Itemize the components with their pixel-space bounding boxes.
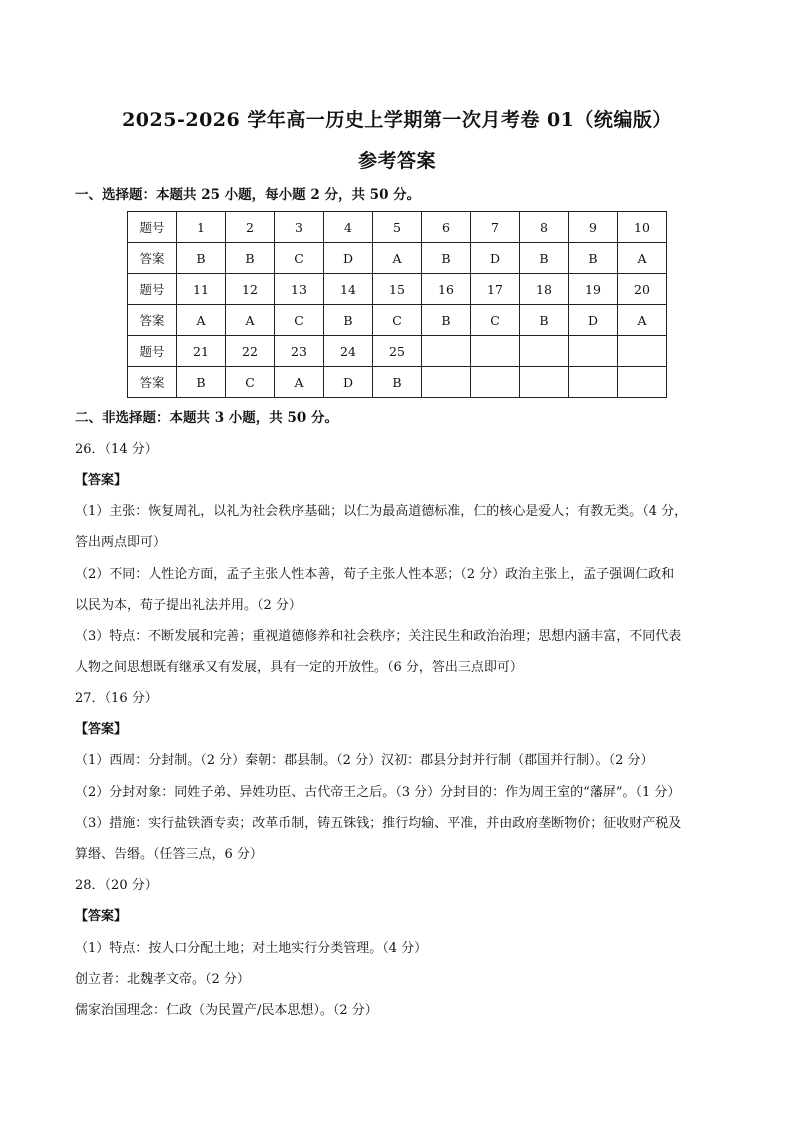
answer-table-cell: A (373, 243, 422, 274)
answer-table-cell (422, 336, 471, 367)
q26-part3-line2: 人物之间思想既有继承又有发展，具有一定的开放性。（6 分，答出三点即可） (75, 660, 523, 675)
answer-table-cell (569, 367, 618, 398)
answer-table-cell: 12 (226, 274, 275, 305)
answer-table-cell: 2 (226, 212, 275, 243)
answer-table-cell (569, 336, 618, 367)
q26-part2-line2: 以民为本，荀子提出礼法并用。（2 分） (75, 598, 302, 613)
q26-number: 26．（14 分） (75, 442, 158, 457)
q26-answer-label: 【答案】 (75, 473, 128, 488)
answer-table-cell: 17 (471, 274, 520, 305)
answer-table-cell: 20 (618, 274, 667, 305)
answer-table-row (128, 367, 667, 398)
answer-table-cell: 23 (275, 336, 324, 367)
answer-table-row-label: 答案 (128, 243, 177, 274)
answer-table-cell: B (569, 243, 618, 274)
answer-table-cell: 16 (422, 274, 471, 305)
q28-number: 28．（20 分） (75, 878, 158, 893)
answer-table-cell (618, 367, 667, 398)
answer-table-row-label: 题号 (128, 212, 177, 243)
answer-table-cell (471, 367, 520, 398)
q27-part3-line1: （3）措施：实行盐铁酒专卖；改革币制，铸五铢钱；推行均输、平准，并由政府垄断物价；征收财产税及 (75, 816, 682, 831)
answer-table-cell: 7 (471, 212, 520, 243)
answer-table-cell (422, 367, 471, 398)
answer-table-cell: 19 (569, 274, 618, 305)
answer-table-cell: 15 (373, 274, 422, 305)
answer-table-row (128, 305, 667, 336)
answer-table-cell: B (324, 305, 373, 336)
q28-answer-label: 【答案】 (75, 909, 128, 924)
answer-table (127, 211, 667, 398)
answer-table-cell: C (471, 305, 520, 336)
answer-table-row-label: 答案 (128, 305, 177, 336)
answer-table-cell: 22 (226, 336, 275, 367)
answer-table-cell: A (275, 367, 324, 398)
answer-table-row (128, 212, 667, 243)
answer-table-cell: 21 (177, 336, 226, 367)
answer-table-row-label: 题号 (128, 336, 177, 367)
answer-table-cell: 6 (422, 212, 471, 243)
answer-table-cell: B (177, 243, 226, 274)
answer-table-cell: A (618, 305, 667, 336)
answer-table-row (128, 243, 667, 274)
section1-heading: 一、选择题：本题共 25 小题，每小题 2 分，共 50 分。 (75, 187, 421, 203)
answer-table-cell: B (422, 243, 471, 274)
answer-table-cell: 9 (569, 212, 618, 243)
q27-number: 27．（16 分） (75, 691, 158, 706)
answer-table-cell: D (324, 243, 373, 274)
q28-part1: （1）特点：按人口分配土地；对土地实行分类管理。（4 分） (75, 941, 428, 956)
answer-table-cell: 3 (275, 212, 324, 243)
answer-table-cell: D (324, 367, 373, 398)
q28-part3: 儒家治国理念：仁政（为民置产/民本思想）。（2 分） (75, 1003, 378, 1018)
answer-table-cell: C (275, 305, 324, 336)
answer-table-cell: C (226, 367, 275, 398)
answer-table-row-label: 答案 (128, 367, 177, 398)
answer-table-cell: 4 (324, 212, 373, 243)
answer-table-row (128, 274, 667, 305)
answer-table-cell: 11 (177, 274, 226, 305)
q26-part2-line1: （2）不同：人性论方面，孟子主张人性本善，荀子主张人性本恶；（2 分）政治主张上，孟子强调仁政和 (75, 567, 675, 582)
answer-table-cell: B (373, 367, 422, 398)
q26-part1-line1: （1）主张：恢复周礼，以礼为社会秩序基础；以仁为最高道德标准，仁的核心是爱人；有教无类。（4 分， (75, 504, 688, 519)
answer-table-cell: 13 (275, 274, 324, 305)
answer-table-cell: B (177, 367, 226, 398)
q26-part3-line1: （3）特点：不断发展和完善；重视道德修养和社会秩序；关注民生和政治治理；思想内涵丰富，不同代表 (75, 629, 682, 644)
q27-part2: （2）分封对象：同姓子弟、异姓功臣、古代帝王之后。（3 分）分封目的：作为周王室的“藩屏”。（1 分） (75, 785, 681, 800)
answer-table-cell: 1 (177, 212, 226, 243)
answer-table-cell: B (226, 243, 275, 274)
answer-table-cell (618, 336, 667, 367)
answer-table-cell: C (275, 243, 324, 274)
answer-table-cell: A (226, 305, 275, 336)
answer-table-cell: C (373, 305, 422, 336)
answer-table-cell: A (618, 243, 667, 274)
q27-answer-label: 【答案】 (75, 722, 128, 737)
answer-table-cell: 5 (373, 212, 422, 243)
q27-part1: （1）西周：分封制。（2 分）秦朝：郡县制。（2 分）汉初：郡县分封并行制（郡国并行制）。（2 分） (75, 753, 654, 768)
answer-table-cell: A (177, 305, 226, 336)
answer-table-cell: 14 (324, 274, 373, 305)
answer-table-cell: 18 (520, 274, 569, 305)
answer-table-cell: 25 (373, 336, 422, 367)
answer-table-cell (471, 336, 520, 367)
answer-table-cell: B (422, 305, 471, 336)
answer-table-row (128, 336, 667, 367)
answer-table-cell: D (471, 243, 520, 274)
answer-table-cell: B (520, 243, 569, 274)
answer-table-cell (520, 367, 569, 398)
section2-heading: 二、非选择题：本题共 3 小题，共 50 分。 (75, 410, 338, 426)
answer-table-cell: D (569, 305, 618, 336)
answer-table-cell: B (520, 305, 569, 336)
document-subtitle: 参考答案 (357, 150, 436, 172)
answer-table-cell: 8 (520, 212, 569, 243)
answer-table-cell (520, 336, 569, 367)
answer-table-cell: 10 (618, 212, 667, 243)
answer-table-cell: 24 (324, 336, 373, 367)
q27-part3-line2: 算缗、告缗。（任答三点，6 分） (75, 847, 263, 862)
q26-part1-line2: 答出两点即可） (75, 535, 167, 550)
answer-table-row-label: 题号 (128, 274, 177, 305)
document-title: 2025-2026 学年高一历史上学期第一次月考卷 01（统编版） (122, 109, 672, 131)
q28-part2: 创立者：北魏孝文帝。（2 分） (75, 972, 250, 987)
